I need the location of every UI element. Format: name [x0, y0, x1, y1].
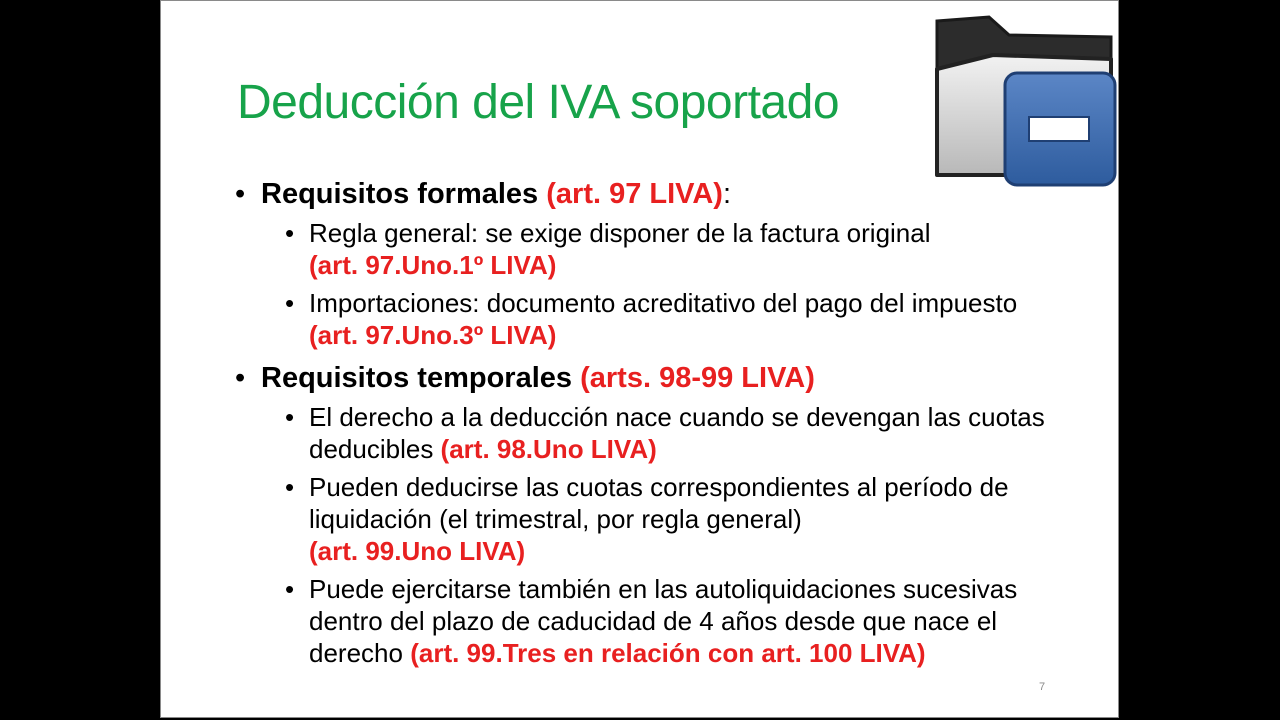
sub-bullet-text: El derecho a la deducción nace cuando se devengan las cuotas deducibles — [309, 402, 1045, 464]
bullet-list — [235, 177, 1055, 669]
slide — [160, 0, 1119, 718]
bullet-suffix: : — [722, 178, 732, 210]
legal-reference: (arts. 98-99 LIVA) — [580, 362, 815, 394]
legal-reference: (art. 99.Uno LIVA) — [309, 536, 526, 566]
legal-reference: (art. 98.Uno LIVA) — [440, 434, 657, 464]
bullet-marker: • — [285, 218, 295, 248]
sub-bullet — [235, 471, 1055, 567]
sub-bullet — [235, 287, 1055, 351]
bullet-marker: • — [235, 362, 246, 394]
bullet-marker: • — [285, 472, 295, 502]
folder-minus-icon — [933, 13, 1117, 189]
bullet-marker: • — [285, 402, 295, 432]
sub-bullet — [235, 401, 1055, 465]
slide-title: Deducción del IVA soportado — [237, 76, 840, 129]
sub-bullet-text: Regla general: se exige disponer de la factura original — [309, 218, 931, 248]
sub-bullet — [235, 573, 1055, 669]
bullet-heading: Requisitos temporales — [261, 362, 573, 394]
legal-reference: (art. 99.Tres en relación con art. 100 LIVA) — [410, 638, 926, 668]
legal-reference: (art. 97.Uno.1º LIVA) — [309, 250, 557, 280]
bullet-heading: Requisitos formales — [261, 178, 539, 210]
legal-reference: (art. 97.Uno.3º LIVA) — [309, 320, 557, 350]
page-number: 7 — [1039, 681, 1046, 693]
bullet-marker: • — [285, 574, 295, 604]
sub-bullet-text: Importaciones: documento acreditativo del pago del impuesto — [309, 288, 1018, 318]
bullet-requisitos-temporales — [235, 361, 1055, 395]
sub-bullet-text: Puede ejercitarse también en las autoliquidaciones sucesivas dentro del plazo de caducidad de 4 años desde que nace el derecho — [309, 574, 1018, 668]
legal-reference: (art. 97 LIVA) — [546, 178, 723, 210]
bullet-marker: • — [285, 288, 295, 318]
bullet-marker: • — [235, 178, 246, 210]
sub-bullet — [235, 217, 1055, 281]
sub-bullet-text: Pueden deducirse las cuotas correspondientes al período de liquidación (el trimestral, por regla general) — [309, 472, 1009, 534]
bullet-requisitos-formales — [235, 177, 1055, 211]
